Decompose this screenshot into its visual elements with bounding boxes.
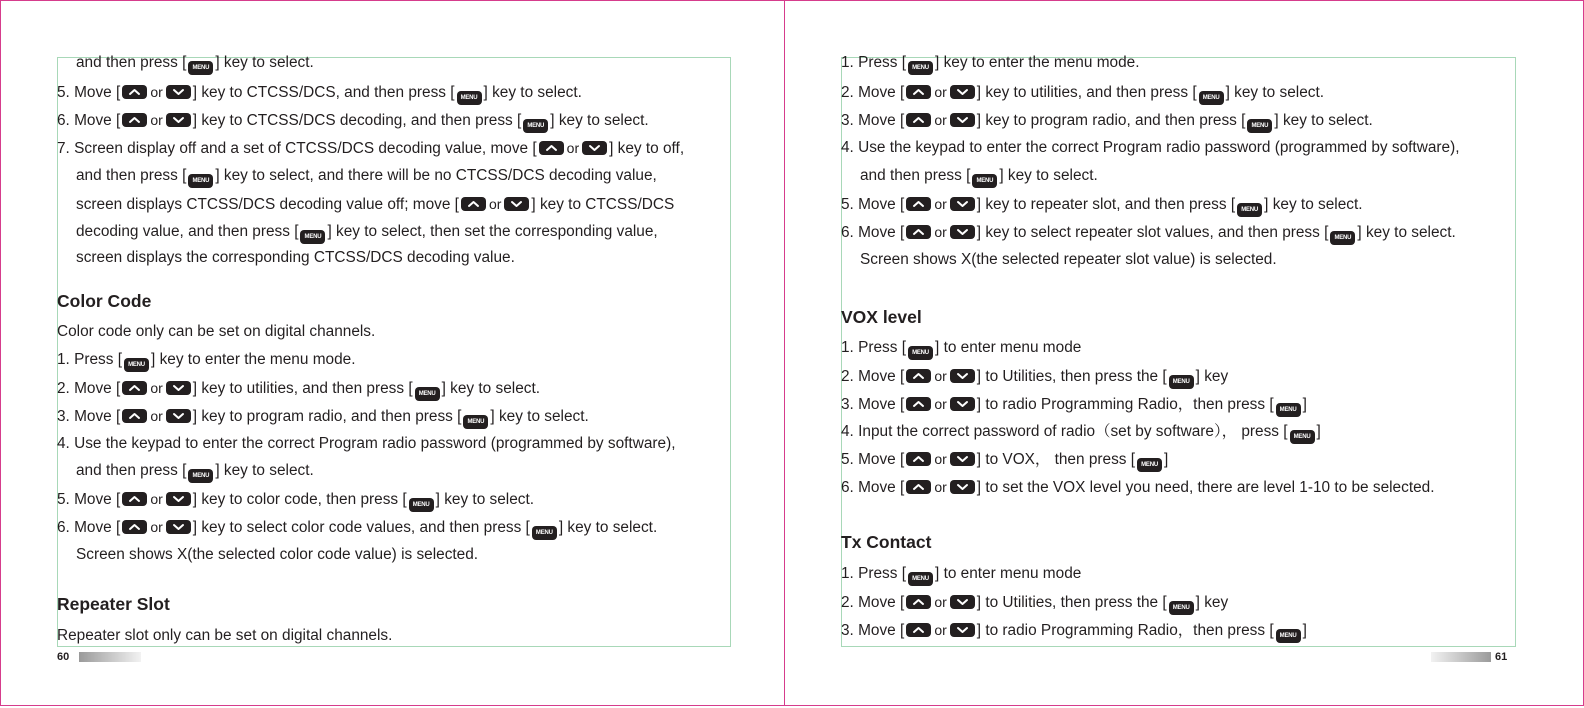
- line-text: and then press [: [76, 462, 187, 479]
- line-text: ]: [1302, 622, 1307, 639]
- menu-key-icon: [409, 498, 434, 512]
- menu-key-label: MENU: [192, 65, 210, 71]
- up-arrow-key-icon: [906, 225, 931, 239]
- menu-key-label: MENU: [192, 178, 210, 184]
- up-arrow-key-icon: [122, 492, 147, 506]
- line-text: and then press [: [76, 54, 187, 71]
- up-arrow-key-icon: [122, 409, 147, 423]
- line-text: ] key to select.: [215, 54, 314, 71]
- or-label: or: [934, 594, 947, 610]
- line-text: ] key to select.: [1274, 112, 1373, 129]
- or-label: or: [934, 112, 947, 128]
- menu-key-label: MENU: [1293, 434, 1311, 440]
- or-label: or: [934, 368, 947, 384]
- menu-key-icon: [457, 91, 482, 105]
- line-text: Color code only can be set on digital channels.: [57, 323, 376, 340]
- line-text: ]: [1316, 423, 1321, 440]
- up-arrow-key-icon: [906, 85, 931, 99]
- line-text: ] key: [1195, 594, 1229, 611]
- menu-key-icon: [523, 119, 548, 133]
- line-text: ] to enter menu mode: [935, 565, 1082, 582]
- down-arrow-key-icon: [166, 520, 191, 534]
- menu-key-label: MENU: [1172, 605, 1190, 611]
- up-arrow-key-icon: [906, 480, 931, 494]
- line-text: ] key to utilities, and then press [: [192, 380, 413, 397]
- menu-key-label: MENU: [1141, 462, 1158, 468]
- down-arrow-key-icon: [166, 113, 191, 127]
- line-text: ] key to select.: [483, 84, 582, 101]
- line-text: ] key to select.: [558, 519, 658, 536]
- menu-key-label: MENU: [535, 530, 553, 536]
- line-text: and then press [: [860, 167, 971, 184]
- instruction-line: [57, 322, 375, 342]
- down-arrow-key-icon: [582, 141, 607, 155]
- or-label: or: [488, 196, 502, 212]
- line-text: 6. Move [: [841, 224, 905, 241]
- instruction-line: [860, 166, 1098, 188]
- or-label: or: [934, 396, 947, 412]
- or-label: or: [934, 451, 947, 467]
- down-arrow-key-icon: [950, 397, 975, 411]
- or-label: or: [566, 140, 580, 156]
- line-text: 6. Move [: [841, 479, 905, 496]
- instruction-line: [841, 138, 1459, 158]
- or-label: or: [934, 224, 947, 240]
- down-arrow-key-icon: [166, 492, 191, 506]
- down-arrow-key-icon: [504, 197, 529, 211]
- line-text: 2. Move [: [841, 84, 905, 101]
- line-text: VOX level: [841, 307, 922, 327]
- line-text: ] key to select.: [550, 112, 649, 129]
- down-arrow-key-icon: [950, 623, 975, 637]
- menu-key-label: MENU: [527, 123, 545, 129]
- page-number: 61: [1495, 651, 1508, 663]
- line-text: ] to Utilities, then press the [: [976, 368, 1167, 385]
- line-text: 2. Move [: [57, 380, 121, 397]
- or-label: or: [150, 112, 163, 128]
- line-text: 2. Move [: [841, 368, 905, 385]
- section-heading: [57, 594, 170, 614]
- instruction-line: [57, 378, 540, 401]
- line-text: ] to radio Programming Radio，then press [: [976, 396, 1274, 413]
- menu-key-label: MENU: [1241, 207, 1259, 213]
- line-text: 6. Move [: [57, 112, 121, 129]
- line-text: ] key to select, and there will be no CTCSS/DCS decoding value,: [215, 167, 657, 184]
- instruction-line: [841, 564, 1081, 586]
- line-text: ] key to select.: [1264, 196, 1363, 213]
- menu-key-icon: [1276, 403, 1301, 417]
- instruction-line: [76, 222, 658, 244]
- or-label: or: [150, 408, 163, 424]
- menu-key-icon: [908, 572, 933, 586]
- menu-key-icon: [908, 346, 933, 360]
- instruction-line: [841, 477, 1435, 498]
- line-text: 5. Move [: [57, 84, 121, 101]
- line-text: ] key: [1195, 368, 1229, 385]
- line-text: 1. Press [: [57, 351, 123, 368]
- line-text: 3. Move [: [57, 408, 121, 425]
- instruction-line: [841, 194, 1363, 217]
- up-arrow-key-icon: [906, 452, 931, 466]
- line-text: Repeater slot only can be set on digital channels.: [57, 627, 393, 644]
- down-arrow-key-icon: [950, 480, 975, 494]
- instruction-line: [57, 82, 582, 105]
- up-arrow-key-icon: [906, 623, 931, 637]
- menu-key-icon: [1169, 375, 1194, 389]
- line-text: screen displays CTCSS/DCS decoding value off; move [: [76, 196, 459, 213]
- up-arrow-key-icon: [906, 595, 931, 609]
- menu-key-icon: [908, 61, 933, 75]
- menu-key-label: MENU: [418, 391, 436, 397]
- line-text: ] key to select.: [435, 491, 535, 508]
- instruction-line: [841, 82, 1324, 105]
- instruction-line: [841, 620, 1307, 643]
- manual-page-left: [0, 0, 785, 706]
- menu-key-label: MENU: [1279, 633, 1297, 639]
- up-arrow-key-icon: [906, 397, 931, 411]
- line-text: and then press [: [76, 167, 187, 184]
- line-text: Tx Contact: [841, 532, 932, 552]
- manual-page-right: [784, 0, 1584, 706]
- line-text: ] key to select.: [1357, 224, 1456, 241]
- down-arrow-key-icon: [950, 85, 975, 99]
- line-text: ]: [1302, 396, 1307, 413]
- menu-key-label: MENU: [467, 419, 485, 425]
- line-text: 4. Use the keypad to enter the correct Program radio password (programmed by software),: [57, 435, 676, 452]
- instruction-line: [57, 489, 534, 512]
- line-text: ] key to repeater slot, and then press [: [976, 196, 1236, 213]
- instruction-line: [841, 592, 1228, 615]
- line-text: 5. Move [: [841, 196, 905, 213]
- menu-key-label: MENU: [912, 576, 929, 582]
- instruction-line: [76, 461, 314, 483]
- line-text: screen displays the corresponding CTCSS/DCS decoding value.: [76, 249, 515, 266]
- or-label: or: [934, 479, 947, 495]
- menu-key-label: MENU: [128, 362, 145, 368]
- menu-key-icon: [1199, 91, 1224, 105]
- line-text: ] key to select, then set the corresponding value,: [327, 223, 658, 240]
- instruction-line: [57, 406, 589, 429]
- menu-key-label: MENU: [1172, 379, 1190, 385]
- instruction-line: [76, 53, 314, 75]
- section-heading: [57, 291, 151, 311]
- or-label: or: [150, 491, 163, 507]
- line-text: Color Code: [57, 291, 152, 311]
- line-text: ] to set the VOX level you need, there are level 1-10 to be selected.: [976, 479, 1435, 496]
- line-text: ] to enter menu mode: [935, 339, 1082, 356]
- line-text: ] key to off,: [609, 140, 685, 157]
- line-text: 1. Press [: [841, 54, 907, 71]
- line-text: ] key to select repeater slot values, and then press [: [976, 224, 1329, 241]
- instruction-line: [76, 545, 478, 565]
- instruction-line: [57, 517, 657, 540]
- instruction-line: [57, 626, 392, 646]
- line-text: 7. Screen display off and a set of CTCSS/DCS decoding value, move [: [57, 140, 537, 157]
- instruction-line: [57, 110, 649, 133]
- menu-key-icon: [532, 526, 557, 540]
- instruction-line: [76, 166, 657, 188]
- menu-key-icon: [1290, 430, 1315, 444]
- section-heading: [841, 307, 922, 327]
- instruction-line: [841, 449, 1168, 472]
- line-text: ] key to select color code values, and then press [: [192, 519, 530, 536]
- up-arrow-key-icon: [539, 141, 564, 155]
- menu-key-label: MENU: [1279, 407, 1297, 413]
- menu-key-label: MENU: [1202, 95, 1220, 101]
- line-text: 4. Input the correct password of radio（set by software）， press [: [841, 423, 1288, 440]
- menu-key-label: MENU: [912, 65, 929, 71]
- line-text: 3. Move [: [841, 112, 905, 129]
- line-text: ] to radio Programming Radio，then press [: [976, 622, 1274, 639]
- menu-key-icon: [1247, 119, 1272, 133]
- or-label: or: [150, 519, 163, 535]
- line-text: ] key to CTCSS/DCS: [531, 196, 675, 213]
- instruction-line: [841, 110, 1373, 133]
- line-text: 5. Move [: [841, 451, 905, 468]
- down-arrow-key-icon: [950, 452, 975, 466]
- menu-key-label: MENU: [1251, 123, 1269, 129]
- up-arrow-key-icon: [461, 197, 486, 211]
- page-number-bar: [1431, 652, 1491, 662]
- or-label: or: [934, 84, 947, 100]
- down-arrow-key-icon: [950, 225, 975, 239]
- menu-key-icon: [463, 415, 488, 429]
- line-text: Screen shows X(the selected repeater slot value) is selected.: [860, 251, 1277, 268]
- up-arrow-key-icon: [906, 369, 931, 383]
- instruction-line: [841, 394, 1307, 417]
- down-arrow-key-icon: [950, 113, 975, 127]
- menu-key-label: MENU: [412, 502, 430, 508]
- line-text: 5. Move [: [57, 491, 121, 508]
- down-arrow-key-icon: [950, 369, 975, 383]
- line-text: ] key to program radio, and then press [: [192, 408, 462, 425]
- menu-key-icon: [1237, 203, 1262, 217]
- line-text: 1. Press [: [841, 339, 907, 356]
- instruction-line: [76, 248, 515, 268]
- or-label: or: [934, 622, 947, 638]
- page-number: 60: [57, 651, 70, 663]
- menu-key-label: MENU: [192, 473, 210, 479]
- line-text: ] key to select.: [999, 167, 1098, 184]
- menu-key-icon: [1276, 629, 1301, 643]
- down-arrow-key-icon: [950, 197, 975, 211]
- menu-key-label: MENU: [1334, 235, 1352, 241]
- line-text: ] key to select.: [441, 380, 540, 397]
- menu-key-label: MENU: [460, 95, 478, 101]
- line-text: ] key to select.: [215, 462, 314, 479]
- menu-key-label: MENU: [912, 350, 929, 356]
- or-label: or: [150, 84, 163, 100]
- line-text: Screen shows X(the selected color code value) is selected.: [76, 546, 479, 563]
- instruction-line: [76, 194, 674, 215]
- line-text: ] key to select.: [490, 408, 589, 425]
- instruction-line: [860, 250, 1277, 270]
- line-text: ] key to utilities, and then press [: [976, 84, 1197, 101]
- menu-key-label: MENU: [304, 234, 322, 240]
- line-text: 2. Move [: [841, 594, 905, 611]
- up-arrow-key-icon: [122, 85, 147, 99]
- line-text: ] key to program radio, and then press [: [976, 112, 1246, 129]
- line-text: ] to Utilities, then press the [: [976, 594, 1167, 611]
- menu-key-icon: [188, 174, 213, 188]
- instruction-line: [841, 422, 1321, 444]
- line-text: ] key to color code, then press [: [192, 491, 407, 508]
- instruction-line: [841, 366, 1228, 389]
- line-text: 3. Move [: [841, 622, 905, 639]
- menu-key-icon: [300, 230, 325, 244]
- up-arrow-key-icon: [906, 113, 931, 127]
- up-arrow-key-icon: [122, 520, 147, 534]
- menu-key-icon: [1137, 458, 1162, 472]
- menu-key-icon: [1169, 601, 1194, 615]
- line-text: ] key to select.: [1225, 84, 1324, 101]
- down-arrow-key-icon: [166, 85, 191, 99]
- or-label: or: [150, 380, 163, 396]
- line-text: 6. Move [: [57, 519, 121, 536]
- up-arrow-key-icon: [122, 113, 147, 127]
- down-arrow-key-icon: [950, 595, 975, 609]
- line-text: 1. Press [: [841, 565, 907, 582]
- instruction-line: [57, 350, 355, 372]
- menu-key-icon: [188, 469, 213, 483]
- instruction-line: [841, 222, 1456, 245]
- instruction-line: [57, 138, 684, 159]
- menu-key-icon: [972, 174, 997, 188]
- line-text: 4. Use the keypad to enter the correct Program radio password (programmed by software),: [841, 139, 1460, 156]
- section-heading: [841, 532, 931, 552]
- down-arrow-key-icon: [166, 381, 191, 395]
- menu-key-icon: [415, 387, 440, 401]
- instruction-line: [57, 434, 675, 454]
- menu-key-label: MENU: [976, 178, 994, 184]
- line-text: Repeater Slot: [57, 594, 170, 614]
- line-text: ] key to enter the menu mode.: [935, 54, 1140, 71]
- line-text: 3. Move [: [841, 396, 905, 413]
- line-text: ] key to CTCSS/DCS, and then press [: [192, 84, 455, 101]
- line-text: ] key to CTCSS/DCS decoding, and then press [: [192, 112, 522, 129]
- down-arrow-key-icon: [166, 409, 191, 423]
- line-text: ] to VOX， then press [: [976, 451, 1136, 468]
- menu-key-icon: [188, 61, 213, 75]
- page-number-bar: [79, 652, 141, 662]
- instruction-line: [841, 338, 1081, 360]
- line-text: ]: [1164, 451, 1169, 468]
- menu-key-icon: [124, 358, 149, 372]
- up-arrow-key-icon: [906, 197, 931, 211]
- line-text: decoding value, and then press [: [76, 223, 299, 240]
- or-label: or: [934, 196, 947, 212]
- up-arrow-key-icon: [122, 381, 147, 395]
- instruction-line: [841, 53, 1139, 75]
- line-text: ] key to enter the menu mode.: [151, 351, 356, 368]
- menu-key-icon: [1330, 231, 1355, 245]
